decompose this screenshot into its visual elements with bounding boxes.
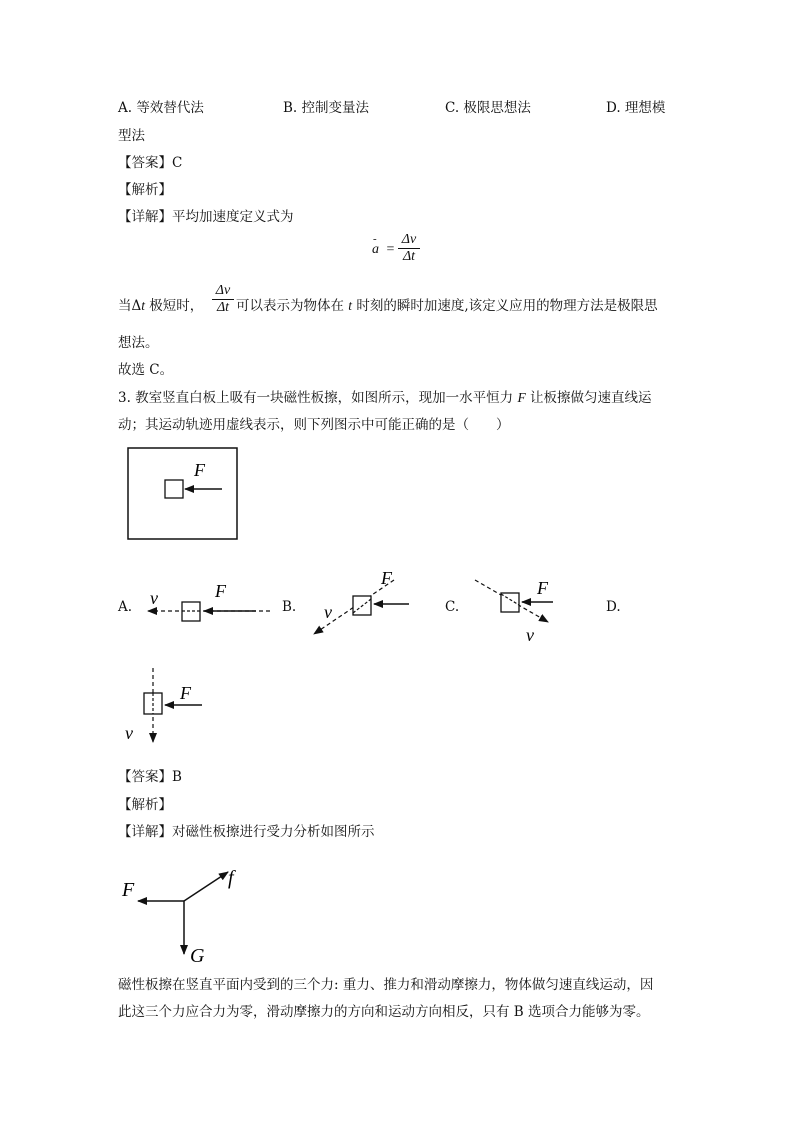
label-v-c: v	[526, 625, 534, 645]
formula-average-acceleration: - a =	[372, 233, 395, 257]
detail-q2: 【详解】平均加速度定义式为	[118, 209, 294, 225]
stem-post: 让板擦做匀速直线运	[525, 390, 652, 406]
label-v-a: v	[150, 588, 158, 608]
inline-fraction	[212, 283, 234, 316]
formula-numerator: Δv	[401, 232, 417, 247]
label-force-F: F	[122, 879, 135, 901]
force-diagram	[118, 862, 248, 968]
question-3-stem-line2: 动；其运动轨迹用虚线表示，则下列图示中可能正确的是（ ）	[118, 417, 510, 433]
whiteboard-figure	[126, 446, 242, 542]
para-t2: t	[348, 298, 353, 313]
formula-lhs: a	[372, 242, 379, 257]
option-letter-b: B.	[282, 599, 297, 615]
paragraph-limit-line2: 想法。	[118, 335, 159, 351]
conclusion-q2: 故选 C。	[118, 362, 174, 378]
para-post2: 时刻的瞬时加速度,该定义应用的物理方法是极限思	[352, 298, 658, 314]
answer-q3: 【答案】B	[118, 769, 182, 785]
option-d: D. 理想模	[606, 100, 666, 116]
label-force-G: G	[190, 945, 205, 967]
option-b: B. 控制变量法	[283, 100, 370, 116]
explanation-line2: 此这三个力应合力为零，滑动摩擦力的方向和运动方向相反，只有 B 选项合力能够为零。	[118, 1004, 650, 1020]
para-t: t	[141, 298, 146, 313]
option-b-figure	[306, 566, 416, 640]
option-d-figure	[118, 664, 218, 746]
formula-equals: =	[386, 242, 395, 257]
option-d-continued: 型法	[118, 128, 145, 144]
option-c: C. 极限思想法	[445, 100, 531, 116]
option-letter-a: A.	[118, 599, 133, 615]
label-v-d: v	[125, 723, 133, 743]
eraser-box-c	[501, 593, 519, 612]
label-F-a: F	[215, 581, 226, 601]
option-letter-c: C.	[445, 599, 460, 615]
stem-pre: 3. 教室竖直白板上吸有一块磁性板擦，如图所示，现加一水平恒力	[118, 390, 518, 406]
para-post1: 可以表示为物体在	[236, 298, 349, 314]
label-force-f: f	[228, 867, 234, 889]
detail-q3: 【详解】对磁性板擦进行受力分析如图所示	[118, 824, 375, 840]
para-mid: 极短时，	[145, 298, 204, 314]
paragraph-limit	[118, 294, 203, 314]
option-c-figure	[470, 574, 562, 646]
label-F-d: F	[180, 683, 191, 703]
answer-q2: 【答案】C	[118, 155, 183, 171]
label-F-c: F	[537, 578, 548, 598]
question-3-stem	[118, 386, 652, 406]
option-a: A. 等效替代法	[118, 100, 204, 116]
option-letter-d: D.	[606, 599, 621, 615]
option-a-figure	[140, 578, 276, 628]
analysis-q3: 【解析】	[118, 797, 172, 813]
para-pre: 当Δ	[118, 298, 142, 314]
eraser-box	[165, 480, 183, 498]
inline-fraction-denominator: Δt	[212, 299, 234, 316]
label-F: F	[194, 460, 205, 480]
label-v-b: v	[324, 602, 332, 622]
analysis-q2: 【解析】	[118, 182, 172, 198]
paragraph-limit-rest	[236, 294, 658, 314]
force-f-arrow	[184, 872, 228, 901]
explanation-line1: 磁性板擦在竖直平面内受到的三个力: 重力、推力和滑动摩擦力，物体做匀速直线运动，因	[118, 977, 654, 993]
formula-denominator: Δt	[398, 248, 420, 265]
stem-F: F	[517, 390, 526, 405]
label-F-b: F	[381, 568, 392, 588]
formula-fraction	[398, 232, 420, 265]
inline-fraction-numerator: Δv	[215, 283, 231, 298]
